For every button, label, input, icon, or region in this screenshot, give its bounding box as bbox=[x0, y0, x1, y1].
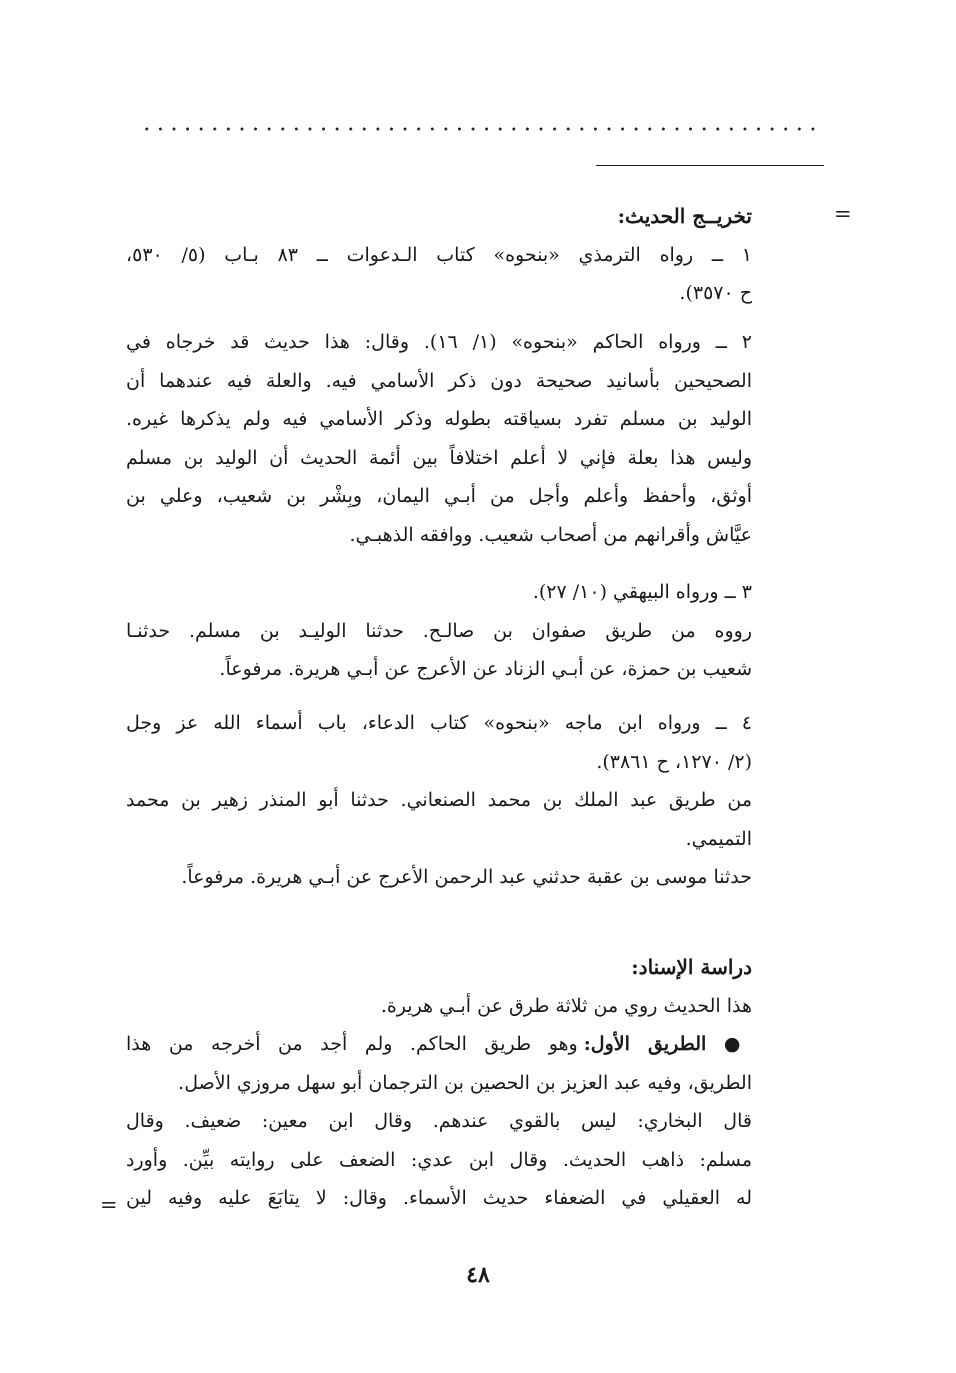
item2-line6: عيَّاش وأقرانهم من أصحاب شعيب. ووافقه الذهبـي. bbox=[349, 523, 752, 546]
item4-line5: حدثنا موسى بن عقبة حدثني عبد الرحمن الأعرج عن أبـي هريرة. مرفوعاً. bbox=[181, 866, 752, 888]
continuation-mark-top: = bbox=[834, 202, 852, 226]
item4-line1: ٤ ــ ورواه ابن ماجه «بنحوه» كتاب الدعاء، باب أسماء الله عز وجل bbox=[126, 712, 752, 734]
isnad-heading: دراسة الإسناد: bbox=[631, 955, 752, 979]
isnad-line5: له العقيلي في الضعفاء حديث الأسماء. وقال: لا يتابَعَ عليه وفيه لين bbox=[126, 1187, 752, 1209]
item4-line3: من طريق عبد الملك بن محمد الصنعاني. حدثنا أبو المنذر زهير بن محمد bbox=[126, 789, 752, 811]
item3-line3: شعيب بن حمزة، عن أبـي الزناد عن الأعرج عن أبـي هريرة. مرفوعاً. bbox=[219, 658, 752, 680]
first-path-line bbox=[126, 1025, 752, 1064]
item2-line2: الصحيحين بأسانيد صحيحة دون ذكر الأسامي فيه. والعلة فيه عندهما أن bbox=[126, 369, 752, 392]
item2-line4: وليس هذا بعلة فإني لا أعلم اختلافاً بين أئمة الحديث أن الوليد بن مسلم bbox=[126, 446, 752, 469]
item1-line2: ح ٣٥٧٠). bbox=[679, 282, 752, 304]
item2-line1: ٢ ــ ورواه الحاكم «بنحوه» (١/ ١٦). وقال: هذا حديث قد خرجاه في bbox=[126, 331, 752, 353]
item3-line2: رووه من طريق صفوان بن صالـح. حدثنا الوليـد بن مسلم. حدثنـا bbox=[126, 619, 752, 642]
item2-line5: أوثق، وأحفظ وأعلم وأجل من أبـي اليمان، وبِشْر بن شعيب، وعلي بن bbox=[126, 485, 752, 507]
takhrij-item4 bbox=[126, 704, 752, 897]
first-path-text: وهو طريق الحاكم. ولم أجد من أخرجه من هذا bbox=[126, 1033, 584, 1055]
first-path-label: الطريق الأول: bbox=[583, 1033, 707, 1055]
takhrij-item3 bbox=[126, 573, 752, 689]
isnad-line3: قال البخاري: ليس بالقوي عندهم. وقال ابن معين: ضعيف. وقال bbox=[126, 1110, 752, 1132]
footnote-rule bbox=[596, 165, 824, 166]
item2-line3: الوليد بن مسلم تفرد بسياقته بطوله وذكر الأسامي فيه ولم يذكرها غيره. bbox=[126, 408, 752, 430]
isnad-line2: الطريق، وفيه عبد العزيز بن الحصين بن الترجمان أبو سهل مروزي الأصل. bbox=[178, 1071, 752, 1094]
item3-line1: ٣ ــ ورواه البيهقي (١٠/ ٢٧). bbox=[532, 581, 752, 603]
item4-line2: (٢/ ١٢٧٠، ح ٣٨٦١). bbox=[596, 750, 752, 773]
isnad-intro: هذا الحديث روي من ثلاثة طرق عن أبـي هريرة. bbox=[380, 994, 752, 1017]
isnad-section bbox=[126, 948, 752, 1218]
bullet-icon: ● bbox=[723, 1033, 752, 1055]
takhrij-section bbox=[126, 197, 752, 313]
continuation-mark-bottom: = bbox=[100, 1193, 118, 1217]
item4-line4: التميمي. bbox=[685, 827, 752, 850]
page-number: ٤٨ bbox=[466, 1262, 490, 1288]
isnad-line4: مسلم: ذاهب الحديث. وقال ابن عدي: الضعف على روايته بيِّن. وأورد bbox=[126, 1148, 752, 1171]
dotted-separator bbox=[140, 126, 825, 132]
takhrij-item2 bbox=[126, 323, 752, 554]
item1-line1: ١ ــ رواه الترمذي «بنحوه» كتاب الـدعوات ــ ٨٣ بـاب (٥/ ٥٣٠، bbox=[126, 243, 752, 266]
takhrij-heading: تخريــج الحديث: bbox=[617, 204, 752, 228]
